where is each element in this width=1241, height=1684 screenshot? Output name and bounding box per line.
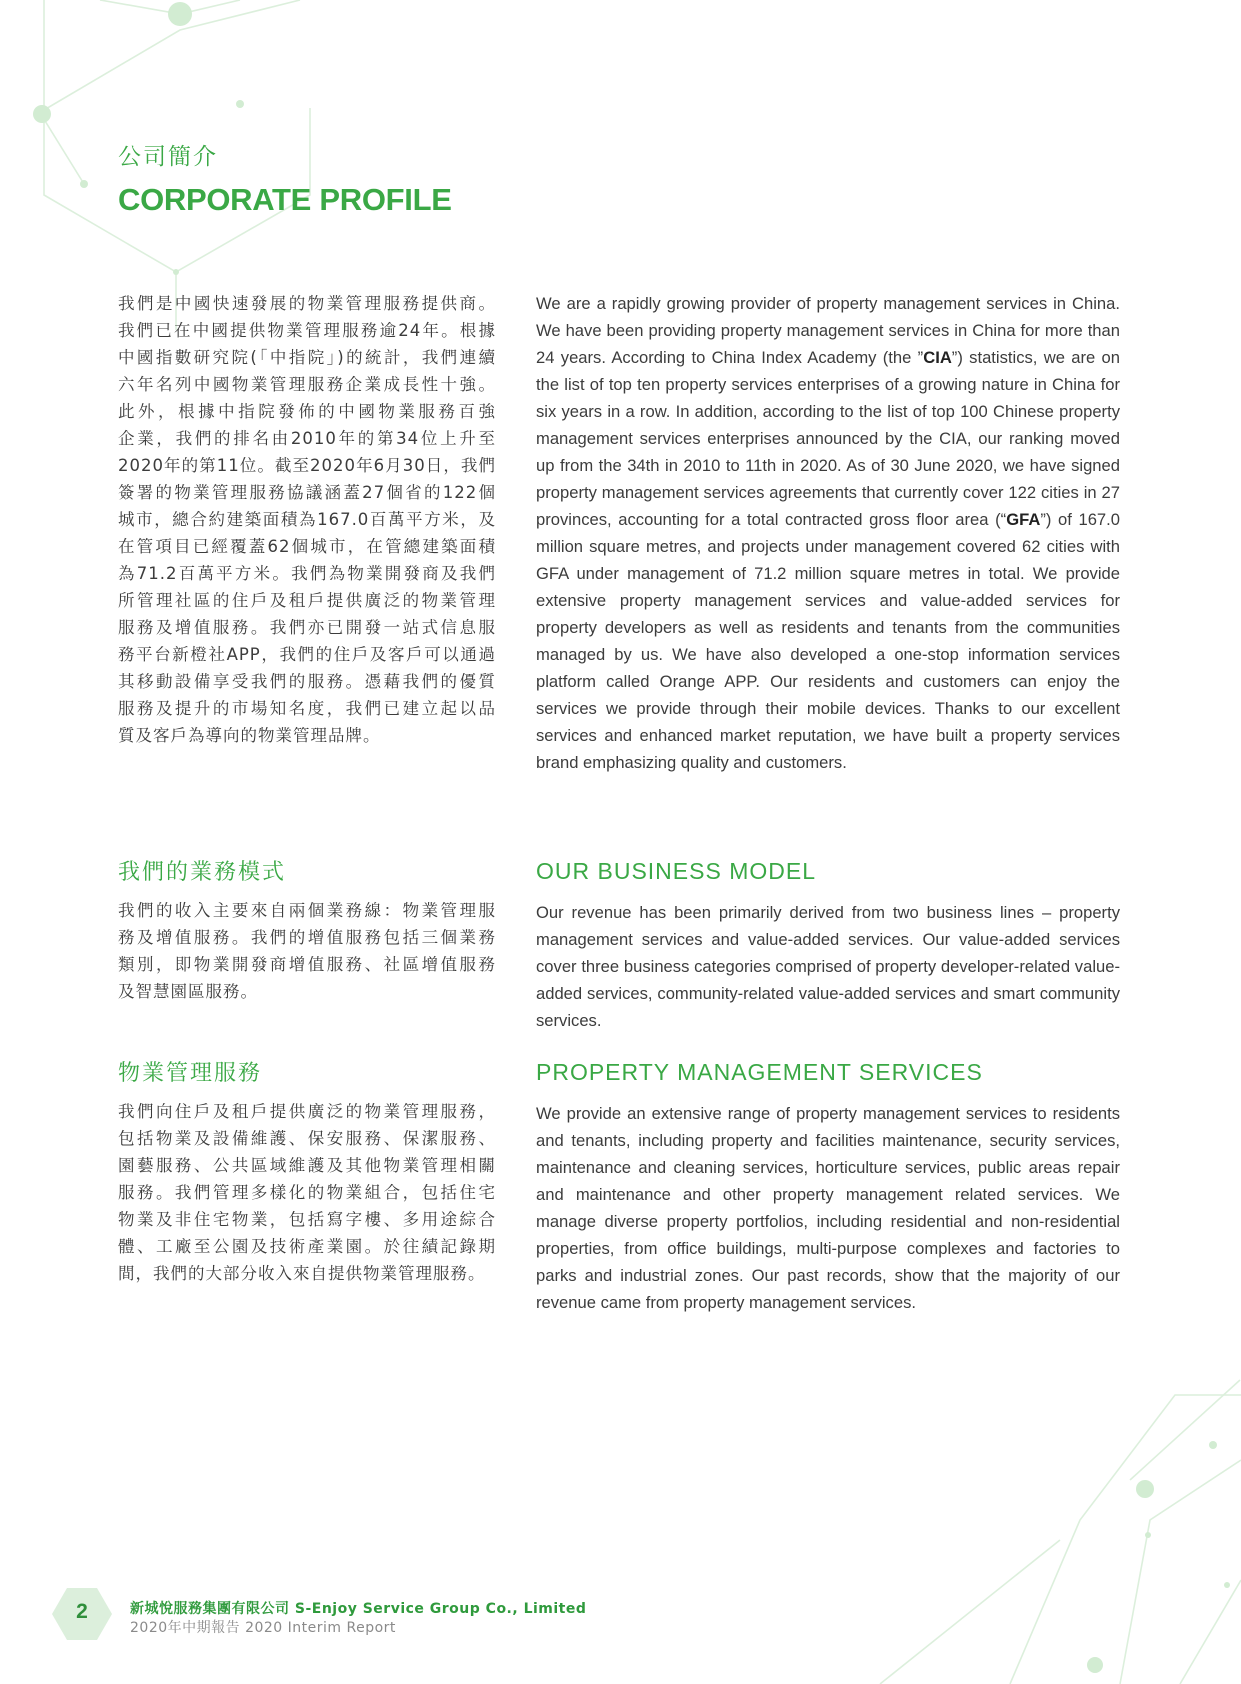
profile-cn-line: 此外，根據中指院發佈的中國物業服務百強 bbox=[118, 402, 496, 421]
profile-cn-line: 服務及提升的市場知名度，我們已建立起以品 bbox=[118, 699, 496, 718]
business-cn-line: 類別，即物業開發商增值服務、社區增值服務 bbox=[118, 955, 496, 974]
profile-cn-line: 我們已在中國提供物業管理服務逾24年。根據 bbox=[118, 321, 496, 340]
footer-report-title: 2020年中期報告 2020 Interim Report bbox=[130, 1620, 396, 1636]
profile-en-text: ”) statistics, we are on the list of top ten property services enterprises of a growing nature in China for six years in a row. In addition, according to the list of top 100 Chinese property management services enterprises announced by the CIA, our ranking moved up from the 34th in 2010 to 11th in 2020. As of 30 June 2020, we have signed property management services agreements that currently cover 122 cities in 27 provinces, accounting for a total contracted gross floor area (“ bbox=[536, 348, 1120, 529]
profile-en-text: ”) of 167.0 million square metres, and projects under management covered 62 cities with GFA under management of 71.2 million square metres in total. We provide extensive property management services and value-added services for property developers as well as residents and tenants from the communities managed by us. We have also developed a one-stop information services platform called Orange APP. Our residents and customers can enjoy the services we provide through their mobile devices. Thanks to our excellent services and enhanced market reputation, we have built a property services brand emphasizing quality and customers. bbox=[536, 510, 1120, 772]
profile-cn-line: 務平台新橙社APP，我們的住戶及客戶可以通過 bbox=[118, 645, 496, 664]
business-cn-line: 務及增值服務。我們的增值服務包括三個業務 bbox=[118, 928, 496, 947]
property-cn-line: 服務。我們管理多樣化的物業組合，包括住宅 bbox=[118, 1183, 496, 1202]
business-model-heading-chinese: 我們的業務模式 bbox=[118, 860, 287, 885]
profile-en-term-cia: CIA bbox=[923, 348, 952, 367]
profile-text-chinese bbox=[118, 290, 496, 749]
business-model-heading-english: OUR BUSINESS MODEL bbox=[536, 858, 816, 884]
footer-company-name: 新城悅服務集團有限公司 S-Enjoy Service Group Co., Limited bbox=[130, 1601, 587, 1617]
property-cn-line: 園藝服務、公共區域維護及其他物業管理相關 bbox=[118, 1156, 496, 1175]
profile-en-text: We are a rapidly growing provider of property management services in China. We have been providing property management services in China for more than 24 years. According to China Index Academy (the ” bbox=[536, 294, 1120, 367]
profile-text-english bbox=[536, 290, 1120, 776]
profile-cn-line: 在管項目已經覆蓋62個城市，在管總建築面積 bbox=[118, 537, 496, 556]
profile-cn-line: 企業，我們的排名由2010年的第34位上升至 bbox=[118, 429, 496, 448]
business-model-text-chinese bbox=[118, 897, 496, 1005]
page-number-badge bbox=[52, 1588, 112, 1640]
property-services-heading-chinese: 物業管理服務 bbox=[118, 1061, 263, 1086]
property-cn-line: 物業及非住宅物業，包括寫字樓、多用途綜合 bbox=[118, 1210, 496, 1229]
page-number: 2 bbox=[76, 1600, 88, 1623]
property-cn-line: 我們向住戶及租戶提供廣泛的物業管理服務， bbox=[118, 1102, 496, 1121]
profile-cn-line: 服務及增值服務。我們亦已開發一站式信息服 bbox=[118, 618, 496, 637]
profile-cn-line: 六年名列中國物業管理服務企業成長性十強。 bbox=[118, 375, 496, 394]
business-model-text-english: Our revenue has been primarily derived from two business lines – property management services and value-added services. Our value-added services cover three business categories comprised of property developer-related value-added services, community-related value-added services and smart community services. bbox=[536, 903, 1120, 1030]
property-services-heading-english: PROPERTY MANAGEMENT SERVICES bbox=[536, 1059, 983, 1085]
profile-cn-line: 中國指數研究院(「中指院」)的統計，我們連續 bbox=[118, 348, 496, 367]
property-services-text-chinese bbox=[118, 1098, 496, 1287]
property-services-text-english: We provide an extensive range of property management services to residents and tenants, including property and facilities maintenance, security services, maintenance and cleaning services, horticulture services, public areas repair and maintenance and other property management related services. We manage diverse property portfolios, including residential and non-residential properties, from office buildings, multi-purpose complexes and factories to parks and industrial zones. Our past records, show that the majority of our revenue came from property management services. bbox=[536, 1104, 1120, 1312]
profile-cn-line: 質及客戶為導向的物業管理品牌。 bbox=[118, 726, 381, 745]
profile-cn-line: 所管理社區的住戶及租戶提供廣泛的物業管理 bbox=[118, 591, 496, 610]
property-cn-line: 體、工廠至公園及技術產業園。於往績記錄期 bbox=[118, 1237, 496, 1256]
property-cn-line: 間，我們的大部分收入來自提供物業管理服務。 bbox=[118, 1264, 486, 1283]
profile-en-term-gfa: GFA bbox=[1006, 510, 1041, 529]
property-cn-line: 包括物業及設備維護、保安服務、保潔服務、 bbox=[118, 1129, 496, 1148]
profile-cn-line: 其移動設備享受我們的服務。憑藉我們的優質 bbox=[118, 672, 496, 691]
business-cn-line: 我們的收入主要來自兩個業務線：物業管理服 bbox=[118, 901, 496, 920]
business-cn-line: 及智慧園區服務。 bbox=[118, 982, 258, 1001]
page-title-chinese: 公司簡介 bbox=[118, 144, 218, 170]
profile-cn-line: 城市，總合約建築面積為167.0百萬平方米，及 bbox=[118, 510, 496, 529]
profile-cn-line: 簽署的物業管理服務協議涵蓋27個省的122個 bbox=[118, 483, 496, 502]
profile-cn-line: 我們是中國快速發展的物業管理服務提供商。 bbox=[118, 294, 496, 313]
profile-cn-line: 為71.2百萬平方米。我們為物業開發商及我們 bbox=[118, 564, 496, 583]
page-title-english: CORPORATE PROFILE bbox=[118, 182, 452, 217]
profile-cn-line: 2020年的第11位。截至2020年6月30日，我們 bbox=[118, 456, 496, 475]
